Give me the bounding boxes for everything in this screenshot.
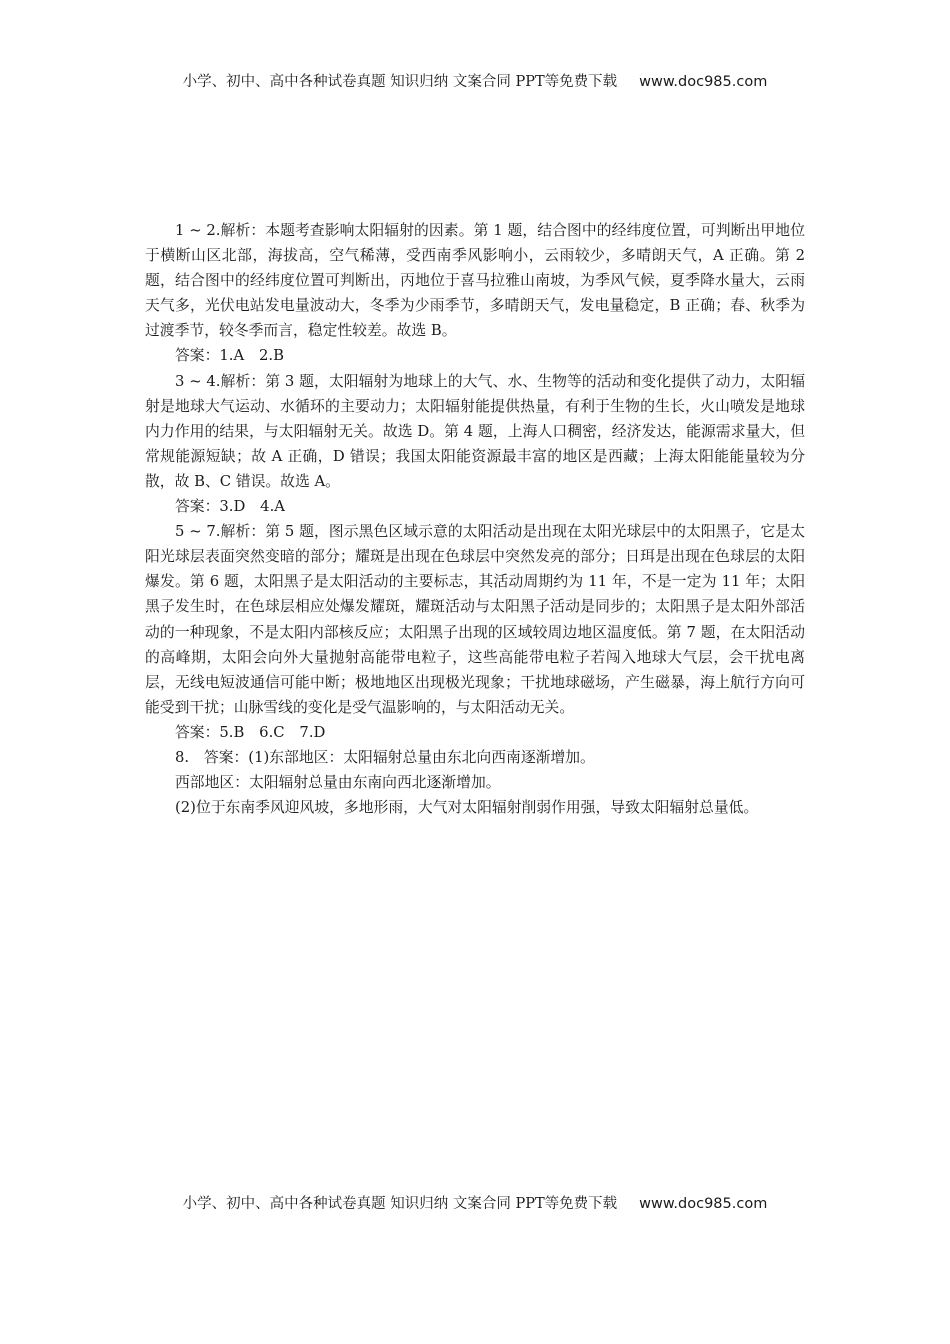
- paragraph-answer-8-part2: (2)位于东南季风迎风坡，多地形雨，大气对太阳辐射削弱作用强，导致太阳辐射总量低。: [175, 799, 759, 817]
- paragraph-answer-5-7: 答案：5.B 6.C 7.D: [175, 723, 326, 741]
- footer-text: 小学、初中、高中各种试卷真题 知识归纳 文案合同 PPT等免费下载: [182, 1196, 618, 1212]
- paragraph-analysis-1-2: 1 ~ 2.解析：本题考查影响太阳辐射的因素。第 1 题，结合图中的经纬度位置，可判断出甲地位于横断山区北部，海拔高，空气稀薄，受西南季风影响小，云雨较少，多晴朗天气，A 正确。第 2 题，结合图中的经纬度位置可判断出，丙地位于喜马拉雅山南坡，为季风气候，夏季降水量大，云雨天气多，光伏电站发电量波动大，冬季为少雨季节，多晴朗天气，发电量稳定，B 正确；春、秋季为过渡季节，较冬季而言，稳定性较差。故选 B。: [145, 222, 805, 340]
- paragraph-answer-3-4: 答案：3.D 4.A: [175, 498, 285, 516]
- paragraph-answer-1-2: 答案：1.A 2.B: [175, 347, 284, 365]
- header-url[interactable]: www.doc985.com: [639, 74, 768, 90]
- footer-url[interactable]: www.doc985.com: [639, 1196, 768, 1212]
- page-footer: [0, 1192, 950, 1213]
- answer-content: [145, 218, 805, 820]
- paragraph-answer-8-part1-west: 西部地区：太阳辐射总量由东南向西北逐渐增加。: [175, 774, 501, 792]
- page-header: [0, 70, 950, 91]
- paragraph-answer-8-part1-east: 8. 答案：(1)东部地区：太阳辐射总量由东北向西南逐渐增加。: [175, 748, 595, 766]
- paragraph-analysis-3-4: 3 ~ 4.解析：第 3 题，太阳辐射为地球上的大气、水、生物等的活动和变化提供了动力，太阳辐射是地球大气运动、水循环的主要动力；太阳辐射能提供热量，有利于生物的生长，火山喷发是地球内力作用的结果，与太阳辐射无关。故选 D。第 4 题，上海人口稠密，经济发达，能源需求量大，但常规能源短缺；故 A 正确，D 错误；我国太阳能资源最丰富的地区是西藏；上海太阳能能量较为分散，故 B、C 错误。故选 A。: [145, 372, 805, 490]
- paragraph-analysis-5-7: 5 ~ 7.解析：第 5 题，图示黑色区域示意的太阳活动是出现在太阳光球层中的太阳黑子，它是太阳光球层表面突然变暗的部分；耀斑是出现在色球层中突然发亮的部分；日珥是出现在色球层的太阳爆发。第 6 题，太阳黑子是太阳活动的主要标志，其活动周期约为 11 年，不是一定为 11 年；太阳黑子发生时，在色球层相应处爆发耀斑，耀斑活动与太阳黑子活动是同步的；太阳黑子是太阳外部活动的一种现象，不是太阳内部核反应；太阳黑子出现的区域较周边地区温度低。第 7 题，在太阳活动的高峰期，太阳会向外大量抛射高能带电粒子，这些高能带电粒子若闯入地球大气层，会干扰电离层，无线电短波通信可能中断；极地地区出现极光现象；干扰地球磁场，产生磁暴，海上航行方向可能受到干扰；山脉雪线的变化是受气温影响的，与太阳活动无关。: [145, 523, 805, 716]
- header-text: 小学、初中、高中各种试卷真题 知识归纳 文案合同 PPT等免费下载: [182, 74, 618, 90]
